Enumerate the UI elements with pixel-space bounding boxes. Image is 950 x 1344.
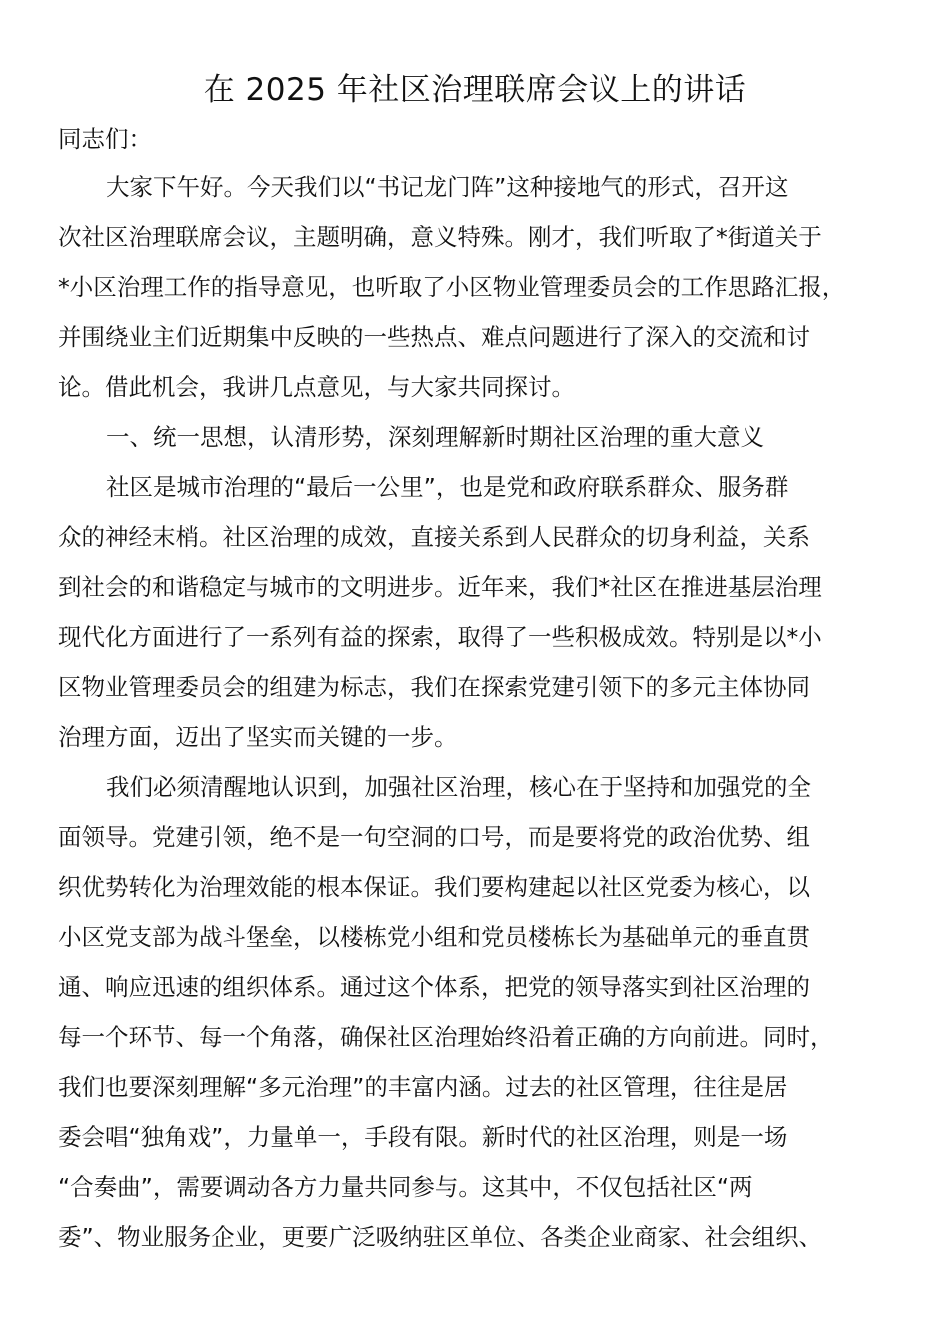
paragraph-line: 到社会的和谐稳定与城市的文明进步。近年来，我们*社区在推进基层治理 [58, 573, 822, 601]
paragraph-line: 通、响应迅速的组织体系。通过这个体系，把党的领导落实到社区治理的 [58, 973, 810, 1001]
section-heading: 一、统一思想，认清形势，深刻理解新时期社区治理的重大意义 [106, 423, 764, 451]
paragraph-line: 织优势转化为治理效能的根本保证。我们要构建起以社区党委为核心，以 [58, 873, 810, 901]
paragraph-line: 面领导。党建引领，绝不是一句空洞的口号，而是要将党的政治优势、组 [58, 823, 810, 851]
paragraph-line: *小区治理工作的指导意见，也听取了小区物业管理委员会的工作思路汇报， [58, 273, 846, 301]
paragraph-line: 社区是城市治理的“最后一公里”，也是党和政府联系群众、服务群 [106, 473, 789, 501]
paragraph-line: 我们也要深刻理解“多元治理”的丰富内涵。过去的社区管理，往往是居 [58, 1073, 788, 1101]
paragraph-line: 委”、物业服务企业，更要广泛吸纳驻区单位、各类企业商家、社会组织、 [58, 1223, 823, 1251]
paragraph-line: 委会唱“独角戏”，力量单一，手段有限。新时代的社区治理，则是一场 [58, 1123, 788, 1151]
paragraph-line: 我们必须清醒地认识到，加强社区治理，核心在于坚持和加强党的全 [106, 773, 811, 801]
salutation: 同志们： [58, 125, 152, 153]
document-title: 在 2025 年社区治理联席会议上的讲话 [203, 72, 747, 108]
paragraph-line: 众的神经末梢。社区治理的成效，直接关系到人民群众的切身利益，关系 [58, 523, 810, 551]
paragraph-line: 现代化方面进行了一系列有益的探索，取得了一些积极成效。特别是以*小 [58, 623, 822, 651]
paragraph-line: 每一个环节、每一个角落，确保社区治理始终沿着正确的方向前进。同时， [58, 1023, 834, 1051]
paragraph-line: 治理方面，迈出了坚实而关键的一步。 [58, 723, 458, 751]
paragraph-line: 区物业管理委员会的组建为标志，我们在探索党建引领下的多元主体协同 [58, 673, 810, 701]
paragraph-line: 次社区治理联席会议，主题明确，意义特殊。刚才，我们听取了*街道关于 [58, 223, 822, 251]
paragraph-line: “合奏曲”，需要调动各方力量共同参与。这其中，不仅包括社区“两 [58, 1173, 753, 1201]
paragraph-line: 并围绕业主们近期集中反映的一些热点、难点问题进行了深入的交流和讨 [58, 323, 810, 351]
paragraph-line: 小区党支部为战斗堡垒，以楼栋党小组和党员楼栋长为基础单元的垂直贯 [58, 923, 810, 951]
paragraph-line: 论。借此机会，我讲几点意见，与大家共同探讨。 [58, 373, 575, 401]
paragraph-line: 大家下午好。今天我们以“书记龙门阵”这种接地气的形式，召开这 [106, 173, 789, 201]
